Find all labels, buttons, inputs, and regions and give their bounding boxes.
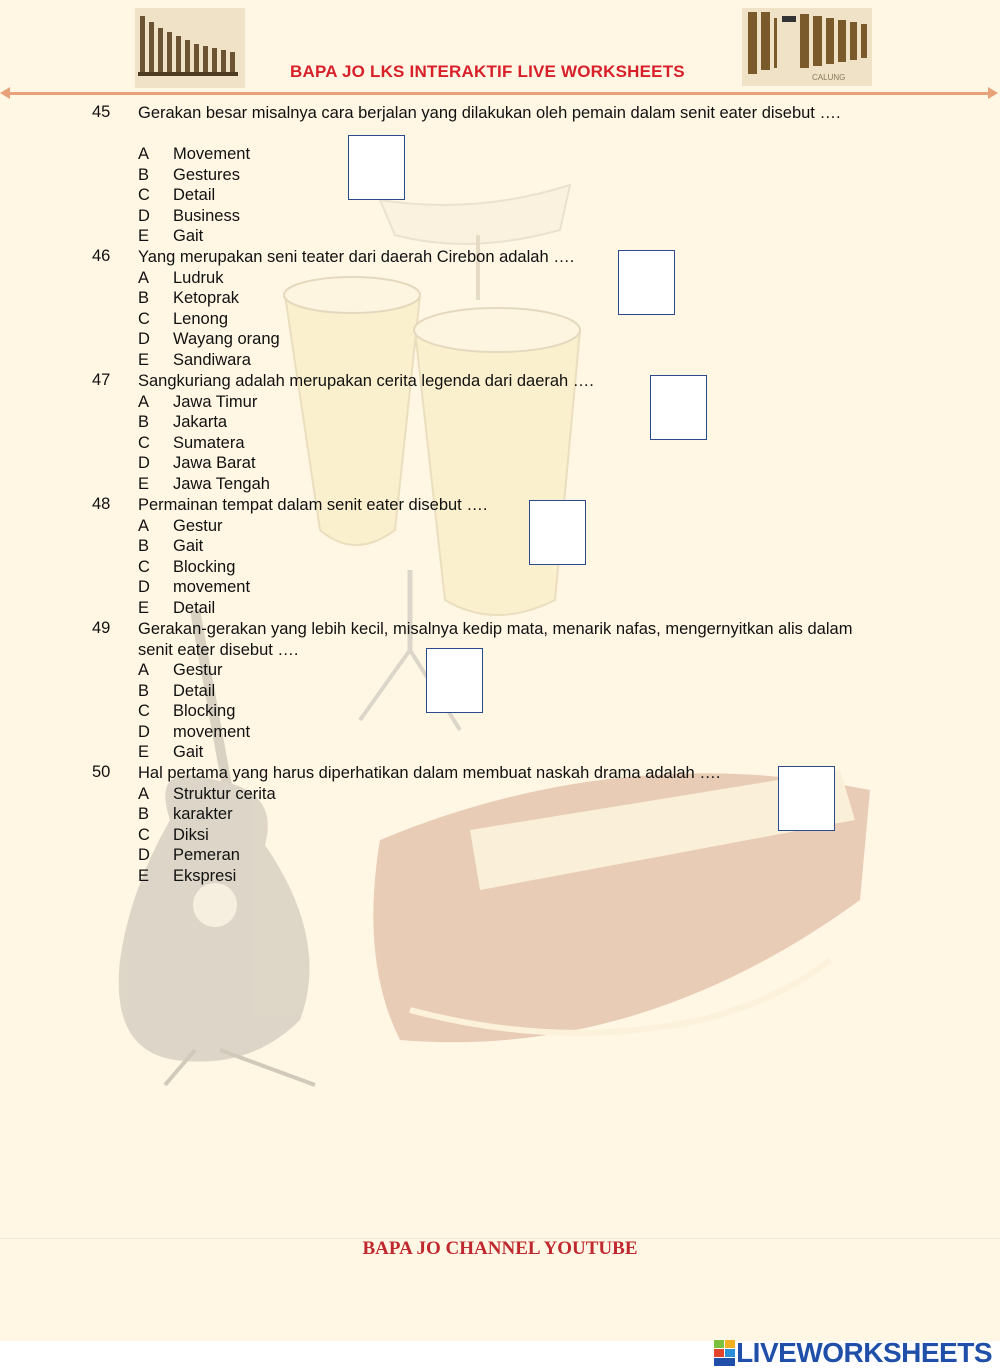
footer-channel-text: BAPA JO CHANNEL YOUTUBE <box>362 1238 638 1259</box>
option-text: Wayang orang <box>173 330 280 348</box>
liveworksheets-badge-icon <box>714 1340 736 1366</box>
option-letter: E <box>138 227 150 245</box>
option-letter: C <box>138 309 150 328</box>
option-letter: E <box>138 866 150 885</box>
gamelan-logo-left <box>135 8 245 88</box>
option-letter: B <box>138 165 150 184</box>
option-letter: A <box>138 661 150 679</box>
option-text: movement <box>173 722 251 741</box>
option-text: Detail <box>173 598 216 617</box>
option-letter: D <box>138 454 150 472</box>
question-number: 45 <box>92 103 111 121</box>
option-letter: A <box>138 268 150 287</box>
answer-box-50[interactable] <box>778 766 835 831</box>
option-text: Jawa Barat <box>173 454 256 472</box>
question-number: 46 <box>92 247 111 265</box>
option-letter: E <box>138 598 150 617</box>
question-text: Sangkuriang adalah merupakan cerita legenda dari daerah …. <box>138 372 594 390</box>
option-text: karakter <box>173 805 233 823</box>
option-letter: C <box>138 433 150 452</box>
option-text: Ludruk <box>173 268 224 287</box>
liveworksheets-logo[interactable] <box>714 1338 992 1368</box>
option-text: Ketoprak <box>173 289 240 307</box>
option-letter: B <box>138 805 150 823</box>
option-text: Gait <box>173 227 204 245</box>
question-number: 47 <box>92 371 111 389</box>
option-text: Struktur cerita <box>173 784 276 803</box>
option-text: Gait <box>173 537 204 555</box>
option-letter: B <box>138 681 150 700</box>
header-title: BAPA JO LKS INTERAKTIF LIVE WORKSHEETS <box>290 62 685 81</box>
option-text: Diksi <box>173 825 209 844</box>
option-letter: A <box>138 392 150 411</box>
header-divider-arrow-right <box>988 87 998 99</box>
option-letter: A <box>138 516 150 535</box>
question-text: Gerakan-gerakan yang lebih kecil, misalnya kedip mata, menarik nafas, mengernyitkan alis dalam senit eater disebut …. <box>138 620 853 659</box>
option-text: Gait <box>173 743 204 761</box>
option-text: Jawa Tengah <box>173 474 270 493</box>
option-text: Blocking <box>173 702 236 720</box>
question-text: Gerakan besar misalnya cara berjalan yang dilakukan oleh pemain dalam senit eater disebut …. <box>138 104 841 122</box>
option-text: Pemeran <box>173 846 240 864</box>
option-letter: B <box>138 537 150 555</box>
option-text: Detail <box>173 681 216 700</box>
option-letter: D <box>138 846 150 864</box>
question-number: 49 <box>92 619 111 637</box>
option-letter: B <box>138 413 150 431</box>
option-text: Blocking <box>173 557 236 576</box>
option-text: Business <box>173 206 240 225</box>
answer-box-48[interactable] <box>529 500 586 565</box>
option-text: Sumatera <box>173 433 245 452</box>
header-divider <box>8 92 990 95</box>
option-letter: E <box>138 350 150 369</box>
answer-box-47[interactable] <box>650 375 707 440</box>
option-text: Gestur <box>173 516 223 535</box>
question-text: Hal pertama yang harus diperhatikan dalam membuat naskah drama adalah …. <box>138 764 721 782</box>
question-number: 50 <box>92 763 111 781</box>
option-letter: A <box>138 145 150 163</box>
answer-box-49[interactable] <box>426 648 483 713</box>
option-letter: B <box>138 289 150 307</box>
option-text: Gestur <box>173 661 223 679</box>
option-text: movement <box>173 578 251 596</box>
question-number: 48 <box>92 495 111 513</box>
option-text: Jakarta <box>173 413 228 431</box>
option-letter: D <box>138 206 150 225</box>
option-letter: C <box>138 825 150 844</box>
option-text: Sandiwara <box>173 350 251 369</box>
question-text: Permainan tempat dalam senit eater disebut …. <box>138 496 488 514</box>
option-letter: C <box>138 186 150 204</box>
option-text: Movement <box>173 145 251 163</box>
calung-logo-right <box>742 8 872 86</box>
option-letter: D <box>138 722 150 741</box>
option-letter: D <box>138 578 150 596</box>
option-text: Lenong <box>173 309 229 328</box>
option-letter: D <box>138 330 150 348</box>
option-letter: C <box>138 557 150 576</box>
option-text: Ekspresi <box>173 866 237 885</box>
option-letter: E <box>138 743 150 761</box>
calung-caption: CALUNG <box>812 73 846 82</box>
option-text: Gestures <box>173 165 240 184</box>
option-letter: E <box>138 474 150 493</box>
answer-box-45[interactable] <box>348 135 405 200</box>
option-text: Detail <box>173 186 216 204</box>
option-letter: A <box>138 784 150 803</box>
option-text: Jawa Timur <box>173 392 258 411</box>
liveworksheets-wordmark: LIVEWORKSHEETS <box>736 1337 992 1368</box>
question-text: Yang merupakan seni teater dari daerah Cirebon adalah …. <box>138 248 575 266</box>
option-letter: C <box>138 702 150 720</box>
answer-box-46[interactable] <box>618 250 675 315</box>
